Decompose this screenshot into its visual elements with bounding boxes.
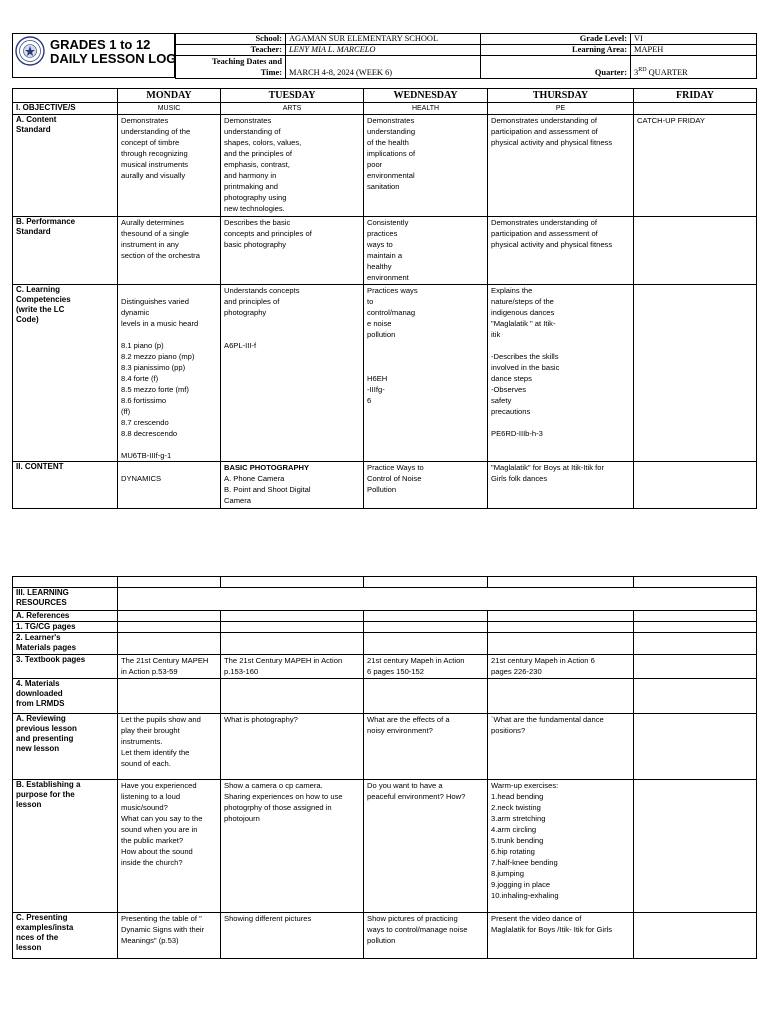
purpose-friday [634,780,757,913]
empty-cell [118,611,221,622]
content-thursday: "Maglalatik" for Boys at Itik-Itik for Girls folk dances [488,462,634,509]
subject-arts: ARTS [221,103,364,115]
content-tuesday [221,462,364,509]
competencies-label: C. Learning Competencies (write the LC Code) [13,285,118,462]
empty-cell [634,622,757,633]
competencies-wednesday: Practices ways to control/manag e noise pollution H6EH -IIIfg- 6 [364,285,488,462]
school-label: School: [176,34,286,45]
empty-cell [488,633,634,655]
presenting-monday: Presenting the table of " Dynamic Signs with their Meanings" (p.53) [118,913,221,959]
content-tuesday-line: Camera [224,496,252,505]
empty-cell [364,633,488,655]
textbook-thursday: 21st century Mapeh in Action 6 pages 226-230 [488,655,634,679]
empty-cell [118,679,221,714]
empty-cell [221,577,364,588]
header-info-table [175,33,757,79]
content-tuesday-heading: BASIC PHOTOGRAPHY [224,463,310,472]
quarter-value: 3RD QUARTER [631,56,757,79]
corner-cell [13,89,118,103]
teacher-value: LENY MIA L. MARCELO [286,45,481,56]
presenting-friday [634,913,757,959]
performance-standard-label: B. Performance Standard [13,217,118,285]
empty-cell [488,577,634,588]
empty-cell [221,622,364,633]
title-line-1: GRADES 1 to 12 [50,37,151,52]
dll-table-objectives [12,88,757,509]
empty-cell [634,611,757,622]
empty-cell [118,622,221,633]
reviewing-thursday: `What are the fundamental dance positions? [488,714,634,780]
competencies-thursday: Explains the nature/steps of the indigenous dances "Maglalatik " at Itik- itik -Describes the skills involved in the basic dance steps -Observes safety precautions PE6RD-IIIb-h-3 [488,285,634,462]
empty-cell [364,679,488,714]
tg-label: 1. TG/CG pages [13,622,118,633]
dates-value: MARCH 4-8, 2024 (WEEK 6) [286,56,481,79]
day-header-wednesday: WEDNESDAY [364,89,488,103]
empty-cell [634,577,757,588]
subject-health: HEALTH [364,103,488,115]
lm-label: 2. Learner's Materials pages [13,633,118,655]
resources-label: III. LEARNING RESOURCES [13,588,118,611]
grade-value: VI [631,34,757,45]
subject-music: MUSIC [118,103,221,115]
teacher-label: Teacher: [176,45,286,56]
day-header-friday: FRIDAY [634,89,757,103]
empty-cell [221,633,364,655]
reviewing-label: A. Reviewing previous lesson and presenting new lesson [13,714,118,780]
subject-friday [634,103,757,115]
purpose-wednesday: Do you want to have a peaceful environment? How? [364,780,488,913]
title-box [12,33,175,78]
blank-row-cell [13,577,118,588]
content-friday [634,462,757,509]
purpose-monday: Have you experienced listening to a loud music/sound? What can you say to the sound when you are in the public market? How about the sound inside the church? [118,780,221,913]
reviewing-friday [634,714,757,780]
textbook-monday: The 21st Century MAPEH in Action p.53-59 [118,655,221,679]
empty-cell [634,679,757,714]
reviewing-monday: Let the pupils show and play their brought instruments. Let them identify the sound of each. [118,714,221,780]
quarter-label: Quarter: [481,56,631,79]
content-standard-friday: CATCH-UP FRIDAY [634,115,757,217]
empty-cell [364,611,488,622]
presenting-thursday: Present the video dance of Maglalatik for Boys /Itik- Itik for Girls [488,913,634,959]
competencies-friday [634,285,757,462]
content-tuesday-line: B. Point and Shoot Digital [224,485,311,494]
performance-standard-tuesday: Describes the basic concepts and principles of basic photography [221,217,364,285]
content-standard-tuesday: Demonstrates understanding of shapes, colors, values, and the principles of emphasis, contrast, and harmony in printmaking and photography using new technologies. [221,115,364,217]
content-standard-monday: Demonstrates understanding of the concept of timbre through recognizing musical instruments aurally and visually [118,115,221,217]
textbook-friday [634,655,757,679]
presenting-label: C. Presenting examples/insta nces of the lesson [13,913,118,959]
school-value: AGAMAN SUR ELEMENTARY SCHOOL [286,34,481,45]
resources-span-cell [118,588,757,611]
empty-cell [634,633,757,655]
performance-standard-thursday: Demonstrates understanding of participation and assessment of physical activity and physical fitness [488,217,634,285]
competencies-tuesday: Understands concepts and principles of photography A6PL-III-f [221,285,364,462]
empty-cell [364,622,488,633]
content-tuesday-line: A. Phone Camera [224,474,285,483]
competencies-monday: Distinguishes varied dynamic levels in a music heard 8.1 piano (p) 8.2 mezzo piano (mp) 8.3 pianissimo (pp) 8.4 forte (f) 8.5 mezzo forte (mf) 8.6 fortissimo (ff) 8.7 crescendo 8.8 decrescendo MU6TB-IIIf-g-1 [118,285,221,462]
day-header-monday: MONDAY [118,89,221,103]
presenting-wednesday: Show pictures of practicing ways to control/manage noise pollution [364,913,488,959]
dates-label: Teaching Dates and Time: [176,56,286,79]
purpose-tuesday: Show a camera o cp camera. Sharing experiences on how to use photogrphy of those assigned in photojourn [221,780,364,913]
purpose-label: B. Establishing a purpose for the lesson [13,780,118,913]
empty-cell [488,611,634,622]
references-label: A. References [13,611,118,622]
textbook-wednesday: 21st century Mapeh in Action 6 pages 150-152 [364,655,488,679]
presenting-tuesday: Showing different pictures [221,913,364,959]
content-standard-wednesday: Demonstrates understanding of the health implications of poor environmental sanitation [364,115,488,217]
empty-cell [488,622,634,633]
reviewing-wednesday: What are the effects of a noisy environment? [364,714,488,780]
objectives-label: I. OBJECTIVE/S [13,103,118,115]
purpose-thursday: Warm-up exercises: 1.head bending 2.neck twisting 3.arm stretching 4.arm circling 5.trunk bending 6.hip rotating 7.half-knee bending 8.jumping 9.jogging in place 10.inhaling-exhaling [488,780,634,913]
textbook-label: 3. Textbook pages [13,655,118,679]
grade-label: Grade Level: [481,34,631,45]
content-standard-thursday: Demonstrates understanding of participation and assessment of physical activity and physical fitness [488,115,634,217]
subject-pe: PE [488,103,634,115]
empty-cell [364,577,488,588]
empty-cell [488,679,634,714]
performance-standard-monday: Aurally determines thesound of a single instrument in any section of the orchestra [118,217,221,285]
content-label: II. CONTENT [13,462,118,509]
title-line-2: DAILY LESSON LOG [50,51,177,66]
content-monday: DYNAMICS [118,462,221,509]
lrmds-label: 4. Materials downloaded from LRMDS [13,679,118,714]
empty-cell [118,633,221,655]
content-wednesday: Practice Ways to Control of Noise Pollution [364,462,488,509]
content-standard-label: A. Content Standard [13,115,118,217]
dll-table-resources [12,576,757,959]
area-label: Learning Area: [481,45,631,56]
textbook-tuesday: The 21st Century MAPEH in Action p.153-160 [221,655,364,679]
empty-cell [221,611,364,622]
performance-standard-wednesday: Consistently practices ways to maintain a healthy environment [364,217,488,285]
area-value: MAPEH [631,45,757,56]
performance-standard-friday [634,217,757,285]
reviewing-tuesday: What is photography? [221,714,364,780]
day-header-tuesday: TUESDAY [221,89,364,103]
day-header-thursday: THURSDAY [488,89,634,103]
empty-cell [221,679,364,714]
empty-cell [118,577,221,588]
